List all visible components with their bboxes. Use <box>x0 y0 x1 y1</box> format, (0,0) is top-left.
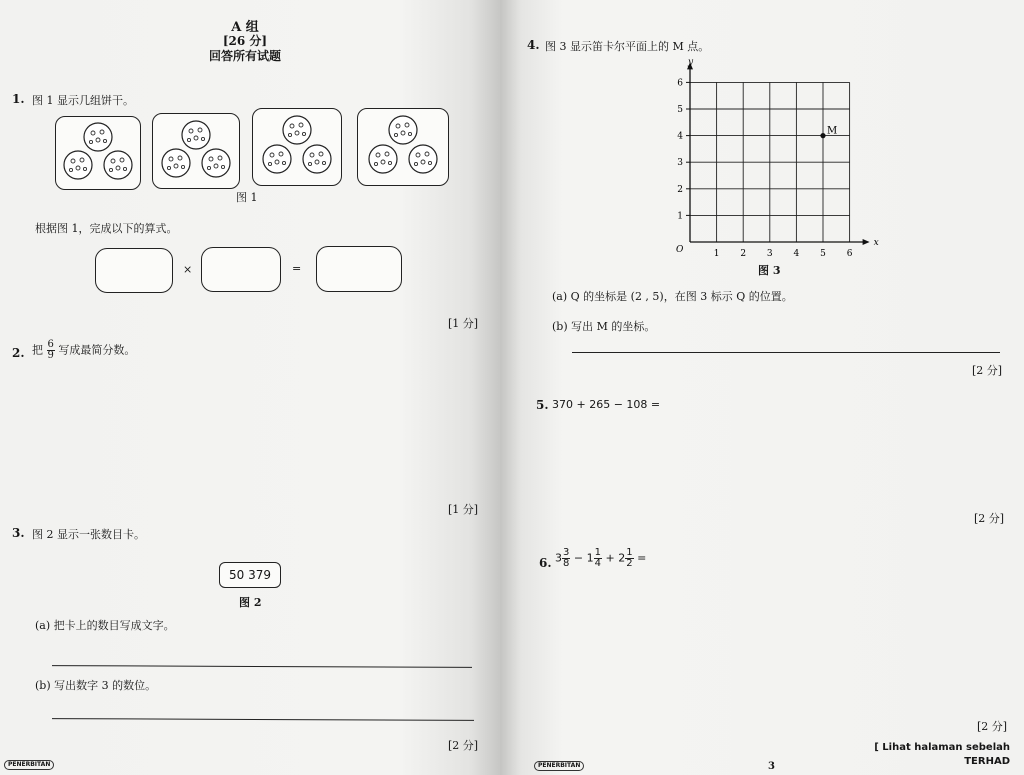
q1-instruction: 根据图 1，完成以下的算式。 <box>35 222 178 235</box>
q4-marks: [2 分] <box>972 364 1003 377</box>
minus-sign: − <box>573 551 584 565</box>
q3-text: 图 2 显示一张数目卡。 <box>32 528 145 541</box>
q1-marks: [1 分] <box>448 317 479 330</box>
publisher-logo: PENERBITAN <box>4 760 54 770</box>
cookie-icon <box>56 117 140 189</box>
q5-marks: [2 分] <box>974 512 1005 525</box>
fraction <box>562 548 570 569</box>
plus-sign: + <box>605 551 615 565</box>
classification-label: TERHAD <box>964 756 1010 767</box>
fraction <box>625 548 633 569</box>
cookie-group-box <box>55 116 141 190</box>
y-tick-label: 4 <box>677 131 683 142</box>
fraction-numerator: 6 <box>47 339 54 350</box>
q5-number: 5. <box>536 398 549 412</box>
q2-prefix: 把 <box>32 343 43 357</box>
q3a-answer-line[interactable] <box>52 665 472 668</box>
y-tick-label: 3 <box>677 158 683 169</box>
x-tick-label: 3 <box>766 249 773 259</box>
fraction <box>594 548 602 569</box>
q2-number: 2. <box>12 346 25 360</box>
fraction-numerator: 1 <box>626 547 633 558</box>
point-label: M <box>827 125 838 137</box>
equals-sign: = <box>292 262 302 275</box>
number-card: 50 379 <box>219 562 281 588</box>
x-tick-label: 6 <box>846 249 853 259</box>
mixed-number-whole: 2 <box>618 551 626 565</box>
next-page-note: [ Lihat halaman sebelah <box>874 742 1010 753</box>
cookie-icon <box>358 109 448 185</box>
fraction-denominator: 2 <box>626 558 633 569</box>
cookie-icon <box>153 114 239 188</box>
q2-text <box>32 340 135 361</box>
q2-marks: [1 分] <box>448 503 479 516</box>
q1-text: 图 1 显示几组饼干。 <box>32 94 134 107</box>
page-number: 3 <box>768 761 775 772</box>
q2-suffix: 写成最简分数。 <box>58 343 136 357</box>
fraction-denominator: 4 <box>594 558 601 569</box>
fraction-denominator: 9 <box>47 350 54 361</box>
cookie-icon <box>253 109 341 185</box>
q1-answer-box-2[interactable] <box>201 247 281 292</box>
equals-sign: = <box>637 551 647 565</box>
q1-number: 1. <box>12 92 25 106</box>
cookie-group-box <box>252 108 342 186</box>
q3-number: 3. <box>12 526 25 540</box>
q4-number: 4. <box>527 38 540 52</box>
right-page <box>500 0 1024 775</box>
times-sign: × <box>183 263 193 276</box>
left-page <box>0 0 500 775</box>
q3b-answer-line[interactable] <box>52 718 474 721</box>
y-tick-label: 5 <box>677 105 683 115</box>
q6-number: 6. <box>539 556 552 570</box>
q3-part-a: (a) 把卡上的数目写成文字。 <box>35 619 175 632</box>
q6-marks: [2 分] <box>977 720 1008 733</box>
cartesian-plane <box>670 52 880 262</box>
fraction-numerator: 3 <box>563 547 570 558</box>
q4-figure-label: 图 3 <box>758 264 781 277</box>
mixed-number-whole: 1 <box>586 551 594 565</box>
q3-marks: [2 分] <box>448 739 479 752</box>
x-tick-label: 2 <box>740 249 747 259</box>
section-title: A 组 <box>231 20 259 35</box>
mixed-number-whole: 3 <box>555 551 562 565</box>
fraction-denominator: 8 <box>563 558 570 569</box>
origin-label: O <box>676 245 684 255</box>
y-tick-label: 2 <box>677 184 683 195</box>
x-axis-arrow-icon <box>863 239 870 245</box>
q2-fraction <box>47 340 55 361</box>
q4-part-a: (a) Q 的坐标是 (2 , 5)，在图 3 标示 Q 的位置。 <box>552 290 793 303</box>
q1-answer-box-3[interactable] <box>316 246 402 292</box>
x-axis-label: x <box>873 238 879 248</box>
q4b-answer-line[interactable] <box>572 352 1000 353</box>
q3-figure-label: 图 2 <box>239 596 262 609</box>
y-tick-label: 6 <box>677 78 683 89</box>
cookie-group-box <box>357 108 449 186</box>
q4-text: 图 3 显示笛卡尔平面上的 M 点。 <box>545 40 710 53</box>
cookie-group-box <box>152 113 240 189</box>
y-axis-label: y <box>688 57 694 68</box>
q1-figure-label: 图 1 <box>236 191 258 204</box>
section-instruction: 回答所有试题 <box>208 49 281 63</box>
point-marker <box>820 133 825 138</box>
x-tick-label: 1 <box>713 249 720 259</box>
q6-expression <box>555 548 646 569</box>
q1-answer-box-1[interactable] <box>95 248 173 293</box>
y-tick-label: 1 <box>677 211 683 222</box>
q3-part-b: (b) 写出数字 3 的数位。 <box>35 679 157 692</box>
q5-expression: 370 + 265 − 108 = <box>552 398 661 411</box>
fraction-numerator: 1 <box>594 547 601 558</box>
x-tick-label: 4 <box>793 249 800 259</box>
x-tick-label: 5 <box>820 249 826 259</box>
q4-part-b: (b) 写出 M 的坐标。 <box>552 320 656 333</box>
publisher-logo: PENERBITAN <box>534 761 584 771</box>
section-marks: [26 分] <box>222 34 268 48</box>
